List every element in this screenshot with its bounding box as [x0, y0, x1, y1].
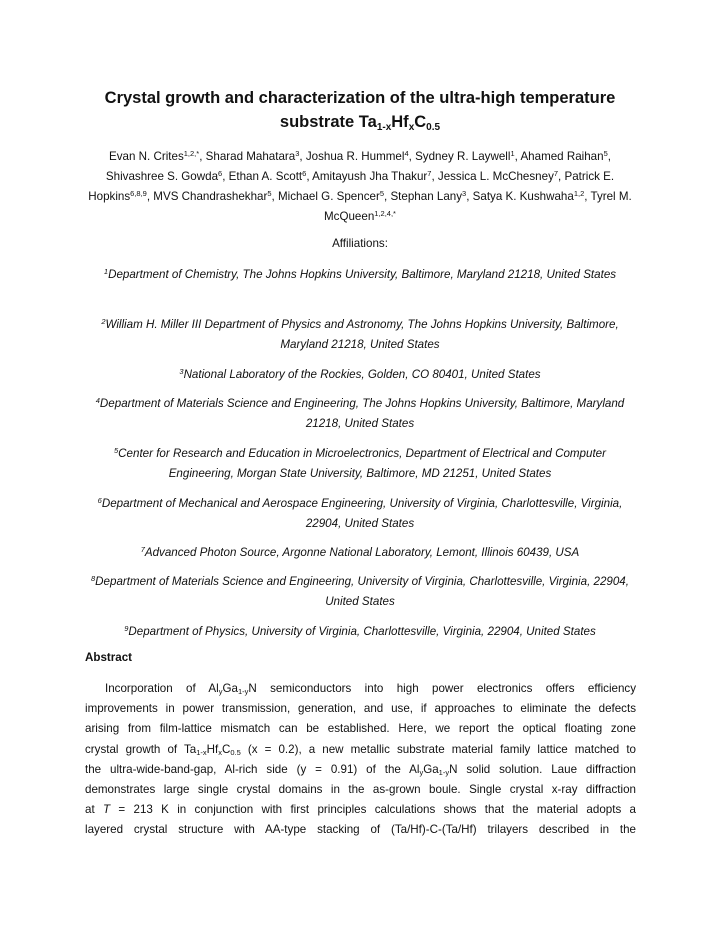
affiliation-3: $^3$National Laboratory of the Rockies, Golden, CO 80401, United States	[179, 367, 541, 381]
title-line-1: Crystal growth and characterization of the ultra-high temperature	[104, 89, 616, 107]
author-name: MVS Chandrashekhar	[153, 190, 268, 203]
author-name: Ahamed Raihan	[520, 150, 604, 163]
author	[278, 190, 390, 203]
affiliation-8: $^8$Department of Materials Science and Engineering, University of Virginia, Charlottesville, Virginia, 22904, United States	[91, 574, 629, 608]
author-affiliation-marker: 5	[603, 149, 608, 158]
author-separator: ,	[306, 170, 313, 183]
author	[109, 150, 206, 163]
affiliation-6: $^6$Department of Mechanical and Aerospace Engineering, University of Virginia, Charlottesville, Virginia, 22904, United States	[97, 496, 623, 530]
author-affiliation-marker: 6,8,9	[130, 189, 147, 198]
author-separator: ,	[299, 150, 306, 163]
author-name: Sydney R. Laywell	[415, 150, 511, 163]
author-separator: ,	[271, 190, 278, 203]
author-name: Ethan A. Scott	[228, 170, 303, 183]
author-affiliation-marker: 3	[295, 149, 300, 158]
abstract-heading: Abstract	[85, 651, 133, 664]
author-affiliation-marker: 3	[462, 189, 467, 198]
author-name: Michael G. Spencer	[278, 190, 380, 203]
author	[153, 190, 278, 203]
abstract-line: at T = 213 K in conjunction with first principles calculations shows that the material adopts a	[85, 803, 637, 817]
author	[390, 190, 472, 203]
author	[438, 170, 565, 183]
author-affiliation-marker: 1,2	[573, 189, 585, 198]
author-name: Jessica L. McChesney	[437, 170, 554, 183]
author-affiliation-marker: 5	[267, 189, 272, 198]
author-separator: ,	[431, 170, 438, 183]
author-affiliation-marker: 6	[218, 169, 223, 178]
affiliation-7: $^7$Advanced Photon Source, Argonne National Laboratory, Lemont, Illinois 60439, USA	[140, 545, 580, 559]
abstract-line: layered crystal structure with AA-type stacking of (Ta/Hf)-C-(Ta/Hf) trilayers described in the	[85, 823, 636, 837]
author-separator: ,	[146, 190, 154, 203]
author-name: Joshua R. Hummel	[305, 150, 405, 163]
author-name: Stephan Lany	[390, 190, 463, 203]
author	[229, 170, 312, 183]
author-name: Sharad Mahatara	[205, 150, 296, 163]
affiliation-4: $^4$Department of Materials Science and Engineering, The Johns Hopkins University, Baltimore, Maryland 21218, United States	[95, 396, 625, 430]
affiliation-2: $^2$William H. Miller III Department of Physics and Astronomy, The Johns Hopkins University, Baltimore, Maryland 21218, United States	[101, 317, 619, 351]
affiliation-9: $^9$Department of Physics, University of Virginia, Charlottesville, Virginia, 22904, United States	[124, 624, 596, 638]
author-name: Evan N. Crites	[109, 150, 184, 163]
affiliation-1: $^1$Department of Chemistry, The Johns Hopkins University, Baltimore, Maryland 21218, United States	[103, 267, 617, 281]
author-affiliation-marker: 7	[553, 169, 559, 178]
abstract-body	[85, 679, 636, 841]
author-affiliation-marker: 1,2,4,*	[374, 209, 396, 218]
author	[312, 170, 438, 183]
author-separator: ,	[466, 190, 473, 203]
author-name: Amitayush Jha Thakur	[312, 170, 428, 183]
author	[415, 150, 520, 163]
author-separator: ,	[199, 150, 206, 163]
affiliations-heading: Affiliations:	[332, 237, 388, 250]
abstract-line: the ultra-wide-band-gap, Al-rich side (y = 0.91) of the $Al_yGa_{1-y}N$ solid solution. Laue diffraction	[85, 762, 636, 777]
abstract-line: demonstrates large single crystal domains in the as-grown boule. Single crystal x-ray diffraction	[85, 783, 636, 797]
author-list	[84, 147, 636, 227]
author-separator: ,	[607, 150, 611, 163]
author-name: Patrick E. Hopkins	[88, 170, 615, 203]
author-affiliation-marker: 7	[427, 169, 432, 178]
author-separator: ,	[584, 190, 591, 203]
title-line-2: substrate $Ta_{1-x}Hf_xC_{0.5}$	[279, 113, 441, 133]
abstract-line: Incorporation of $Al_yGa_{1-y}N$ semiconductors into high power electronics offers efficiency	[105, 682, 637, 696]
author-affiliation-marker: 1	[510, 149, 515, 158]
author-name: Shivashree S. Gowda	[105, 170, 219, 183]
abstract-line: crystal growth of $Ta_{1-x}Hf_xC_{0.5}$ (x = 0.2), a new metallic substrate material family lattice matched to	[85, 742, 636, 757]
author-affiliation-marker: 6	[302, 169, 307, 178]
author-affiliation-marker: 5	[379, 189, 384, 198]
author-separator: ,	[222, 170, 229, 183]
author-separator: ,	[558, 170, 565, 183]
author	[206, 150, 306, 163]
author	[473, 190, 591, 203]
author-separator: ,	[514, 150, 521, 163]
author	[520, 150, 611, 163]
affiliation-5: $^5$Center for Research and Education in Microelectronics, Department of Electrical and Computer Engineering, Morgan State University, Baltimore, MD 21251, United States	[114, 446, 606, 480]
author-separator: ,	[384, 190, 391, 203]
author-affiliation-marker: 4	[404, 149, 409, 158]
paper-title	[60, 86, 660, 140]
author-separator: ,	[408, 150, 416, 163]
author-name: Tyrel M. McQueen	[324, 190, 632, 223]
author	[106, 170, 229, 183]
abstract-line: arising from film-lattice mismatch can be established. Here, we report the optical floating zone	[85, 722, 636, 736]
abstract-line: improvements in power transmission, generation, and use, if approaches to eliminate the defects	[85, 702, 636, 716]
author-affiliation-marker: 1,2,*	[183, 149, 200, 158]
author-name: Satya K. Kushwaha	[472, 190, 574, 203]
author	[306, 150, 415, 163]
